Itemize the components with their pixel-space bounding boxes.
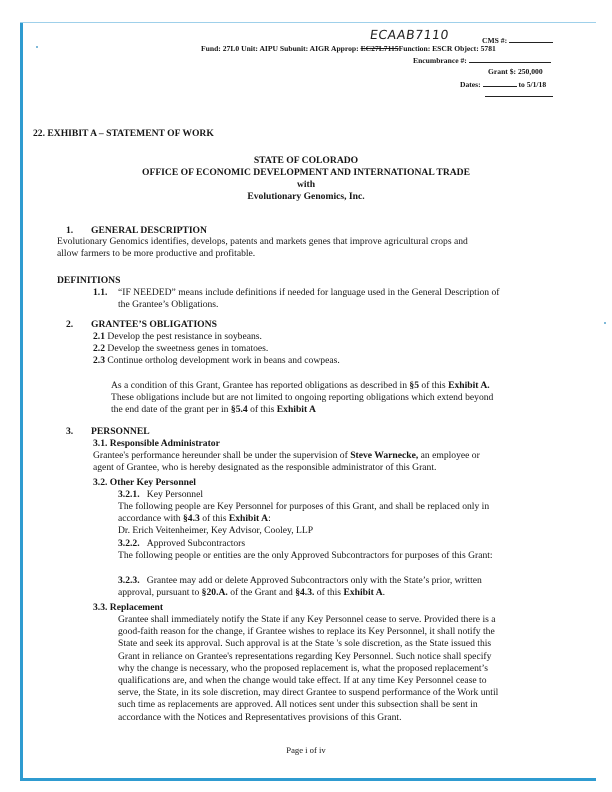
subsection-3-2-3-body [118,575,482,599]
obligations-condition [111,380,493,417]
subsection-line [118,587,482,599]
scan-speck [604,322,606,324]
condition-line [111,380,493,392]
section3-number: 3. [66,426,74,437]
page-frame-top [20,22,596,23]
definition-number: 1.1. [93,287,108,298]
dates-label: Dates: [460,80,481,89]
title-office: OFFICE OF ECONOMIC DEVELOPMENT AND INTERNATIONAL TRADE [142,167,470,178]
section2-number: 2. [66,319,74,330]
exhibit-ref: Exhibit A. [448,380,490,391]
approp-struck: EC27L7115 [360,44,399,53]
condition-line [111,404,493,416]
scan-speck [36,46,38,48]
replacement-line: such time as replacements are approved. All notices sent under this subsection shall be sent in [118,699,478,711]
cms-blank [509,34,553,43]
replacement-line: good-faith reason for the change, if Grantee wishes to replace its Key Personnel, it shall notify the [118,626,495,638]
replacement-line: serve, the State, in its sole discretion, may direct Grantee to suspend performance of the Work until [118,687,499,699]
condition-line: These obligations include but are not limited to ongoing reporting obligations which extend beyond [111,392,494,404]
condition-text: the end date of the grant per in [111,404,231,416]
subsection-3-1-heading: 3.1. Responsible Administrator [93,438,220,449]
subsection-3-3-body [118,614,498,724]
subsection-title: Approved Subcontractors [146,538,246,549]
fund-suffix: Function: ESCR Object: 5781 [398,44,496,53]
exhibit-title: 22. EXHIBIT A – STATEMENT OF WORK [33,128,214,139]
body-text: approval, pursuant to [118,587,202,599]
page-number: Page i of iv [286,745,326,755]
subsection-line [93,450,480,462]
subsection-line [118,575,482,587]
section1-line: Evolutionary Genomics identifies, develops, patents and markets genes that improve agricultural crops and [57,236,468,247]
fund-prefix: Fund: 27L0 Unit: AIPU Subunit: AIGR Approp: [201,44,361,53]
condition-text: of this [247,404,277,416]
subsection-3-2-1-body [118,501,489,538]
subsection-number: 3.2.2. [118,538,140,549]
obligation-number: 2.3 [93,355,105,367]
fund-line [201,44,496,53]
subsection-line: agent of Grantee, who is hereby designated as the responsible administrator of this Grant. [93,462,437,474]
title-grantee: Evolutionary Genomics, Inc. [247,191,365,202]
body-text: Grantee's performance hereunder shall be under the supervision of [93,450,351,461]
body-text: of this [314,587,344,599]
handwritten-code: ECAAB7110 [368,27,451,42]
subsection-line: The following people are Key Personnel for purposes of this Grant, and shall be replaced only in [118,501,490,512]
obligation-text: Continue ortholog development work in beans and cowpeas. [105,355,340,367]
subsection-3-1-body [93,450,480,474]
section1-heading: GENERAL DESCRIPTION [91,225,207,236]
header-divider [485,96,553,97]
subsection-3-2-heading: 3.2. Other Key Personnel [93,477,196,488]
obligation-text: Develop the pest resistance in soybeans. [105,331,262,342]
obligation-number: 2.1 [93,331,105,342]
subsection-3-2-2-body: The following people or entities are the only Approved Subcontractors for purposes of this Grant: [118,550,493,561]
section-ref: §20.A. [201,587,228,599]
obligation-number: 2.2 [93,343,105,355]
definitions-heading: DEFINITIONS [57,275,121,286]
exhibit-ref: Exhibit A [276,404,316,416]
replacement-line: Grant in reliance on Grantee's representations regarding Key Personnel. Such notice shall specify [118,650,492,662]
body-text: accordance with [118,513,183,525]
body-text: Grantee may add or delete Approved Subcontractors only with the State’s prior, written [146,575,482,586]
grant-amount: Grant $: 250,000 [488,67,543,76]
dates-blank [483,78,517,87]
body-text: : [268,513,271,525]
body-text: of the Grant and [227,587,296,599]
replacement-line: State and seek its approval. Such approval is at the State 's sole discretion, as the State issued this [118,638,492,650]
condition-text: of this [419,380,449,391]
encumbrance-blank [469,54,551,63]
replacement-line: why the change is necessary, who the proposed replacement is, what the proposed replacement’s [118,662,488,674]
section1-number: 1. [66,225,74,236]
subsection-number: 3.2.3. [118,575,140,586]
body-text: of this [199,513,229,525]
obligation-text: Develop the sweetness genes in tomatoes. [105,343,269,355]
obligation-item [93,331,340,343]
section-ref: §5.4 [230,404,248,416]
administrator-name: Steve Warnecke, [350,450,419,461]
title-with: with [296,179,316,190]
section3-heading: PERSONNEL [91,426,150,437]
subsection-3-3-heading: 3.3. Replacement [93,602,164,613]
definition-line: the Grantee’s Obligations. [118,299,219,311]
key-person: Dr. Erich Veitenheimer, Key Advisor, Cooley, LLP [118,525,314,537]
obligations-list [93,331,340,368]
exhibit-ref: Exhibit A [228,513,269,525]
body-text: . [382,587,386,599]
definition-line: “IF NEEDED” means include definitions if needed for language used in the General Description of [118,287,500,298]
section-ref: §4.3. [295,587,315,599]
cms-label: CMS #: [482,36,508,45]
body-text: an employee or [418,450,480,461]
replacement-line: accordance with the Notices and Representatives provisions of this Grant. [118,711,402,723]
obligation-item [93,355,340,367]
replacement-line: qualifications are, and when the change would take effect. If at any time Key Personnel cease to [118,675,487,687]
section1-line: allow farmers to be more productive and profitable. [57,248,256,260]
subsection-3-2-1-title [118,489,203,500]
subsection-number: 3.2.1. [118,489,140,500]
encumbrance-label: Encumbrance #: [413,56,467,65]
subsection-3-2-2-title [118,538,245,549]
section2-heading: GRANTEE’S OBLIGATIONS [91,319,217,330]
title-state: STATE OF COLORADO [253,155,359,166]
obligation-item [93,343,340,355]
dates-end: to 5/1/18 [518,80,547,89]
exhibit-ref: Exhibit A [343,587,383,599]
section-ref: §4.3 [183,513,200,525]
subsection-line [118,513,489,525]
section-ref: §5 [409,380,419,391]
dates-line [460,78,546,89]
encumbrance-line [413,54,551,65]
replacement-line: Grantee shall immediately notify the State if any Key Personnel cease to serve. Provided there is a [118,614,496,625]
condition-text: As a condition of this Grant, Grantee has reported obligations as described in [111,380,410,391]
section1-body [57,236,468,260]
subsection-title: Key Personnel [146,489,204,500]
definition-body [118,287,500,311]
